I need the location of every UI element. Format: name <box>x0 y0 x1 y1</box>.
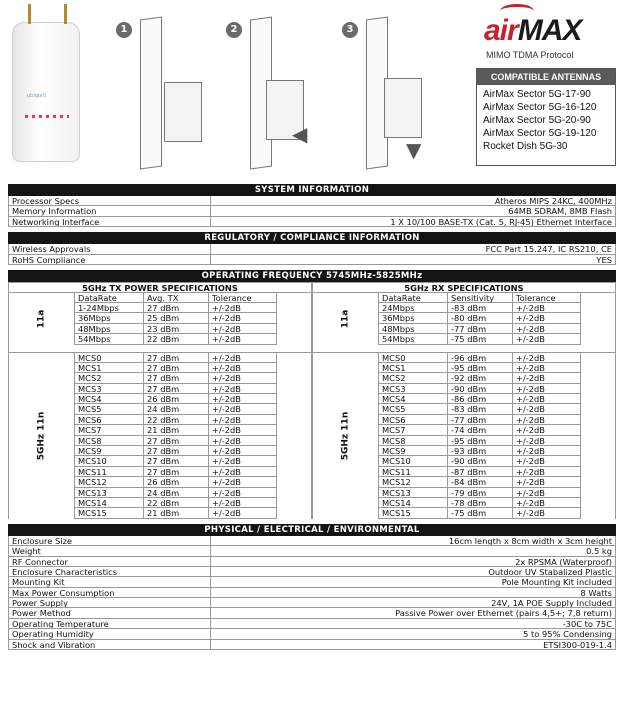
group-label <box>9 353 75 519</box>
table-row <box>379 456 580 466</box>
table-cell: +/-2dB <box>516 446 545 457</box>
antenna-item: AirMax Sector 5G-16-120 <box>483 102 597 113</box>
table-cell: MCS0 <box>379 353 448 362</box>
arrow-down-icon: ▼ <box>406 138 422 162</box>
table-row <box>75 404 276 414</box>
table-cell: +/-2dB <box>516 477 545 488</box>
tx-power-table <box>8 282 312 519</box>
table-row <box>75 334 276 344</box>
table-cell: MCS2 <box>75 373 144 382</box>
table-cell: +/-2dB <box>516 487 545 498</box>
column-header: Tolerance <box>212 292 252 303</box>
spec-row <box>9 546 615 556</box>
table-cell: 54Mbps <box>75 334 144 343</box>
step-3-badge: 3 <box>342 22 358 38</box>
table-cell: +/-2dB <box>212 352 241 363</box>
group-label <box>9 293 75 345</box>
table-cell: +/-2dB <box>212 508 241 519</box>
table-row <box>379 467 580 477</box>
table-cell: -75 dBm <box>448 508 513 517</box>
table-cell: +/-2dB <box>212 497 241 508</box>
mount-bracket-illustration <box>384 78 422 138</box>
table-cell: 36Mbps <box>75 313 144 322</box>
table-cell: +/-2dB <box>516 414 545 425</box>
table-cell: MCS4 <box>75 394 144 403</box>
table-cell: 27 dBm <box>144 456 209 465</box>
spec-label: Processor Specs <box>9 196 211 205</box>
compatible-antennas-title: COMPATIBLE ANTENNAS <box>477 69 615 85</box>
table-cell: 27 dBm <box>144 446 209 455</box>
table-cell: +/-2dB <box>516 362 545 373</box>
rate-table <box>379 293 581 345</box>
led-indicators <box>25 115 69 118</box>
table-cell: 22 dBm <box>144 498 209 507</box>
table-padding <box>277 293 311 345</box>
spec-value: 1 X 10/100 BASE-TX (Cat. 5, RJ-45) Ethernet Interface <box>390 216 612 227</box>
table-cell: MCS1 <box>379 363 448 372</box>
spec-label: Memory Information <box>9 206 211 215</box>
column-header: DataRate <box>379 293 448 302</box>
frequency-section-title: OPERATING FREQUENCY 5745MHz-5825MHz <box>8 270 616 282</box>
spec-value: 24V, 1A POE Supply Included <box>491 598 612 608</box>
table-cell: 54Mbps <box>379 334 448 343</box>
table-row <box>379 425 580 435</box>
table-row <box>379 477 580 487</box>
table-cell: +/-2dB <box>212 414 241 425</box>
table-cell: +/-2dB <box>516 404 545 415</box>
table-cell: +/-2dB <box>212 466 241 477</box>
table-cell: -77 dBm <box>448 415 513 424</box>
regulatory-section-title: REGULATORY / COMPLIANCE INFORMATION <box>8 232 616 244</box>
table-cell: +/-2dB <box>212 394 241 405</box>
spec-label: Weight <box>9 546 211 555</box>
table-cell: 24Mbps <box>379 303 448 312</box>
table-cell: 27 dBm <box>144 303 209 312</box>
table-padding <box>581 353 615 519</box>
table-padding <box>581 293 615 345</box>
table-cell: -95 dBm <box>448 363 513 372</box>
step-2-badge: 2 <box>226 22 242 38</box>
table-cell: MCS13 <box>75 488 144 497</box>
table-row <box>75 436 276 446</box>
table-cell: -77 dBm <box>448 324 513 333</box>
spec-value: 8 Watts <box>580 587 612 598</box>
table-cell: 22 dBm <box>144 415 209 424</box>
spec-row <box>9 557 615 567</box>
table-cell: +/-2dB <box>212 435 241 446</box>
table-cell: -93 dBm <box>448 446 513 455</box>
table-row <box>75 415 276 425</box>
group-11a <box>8 293 312 345</box>
table-row <box>379 313 580 323</box>
table-cell: MCS6 <box>75 415 144 424</box>
rate-table <box>75 353 277 519</box>
column-header: Avg. TX <box>144 293 209 302</box>
table-row <box>75 467 276 477</box>
table-cell: +/-2dB <box>516 466 545 477</box>
device-image <box>12 22 80 162</box>
group-label-text: 11a <box>36 309 47 328</box>
table-cell: -79 dBm <box>448 488 513 497</box>
table-row <box>379 334 580 344</box>
spec-row <box>9 244 615 254</box>
spec-value: 5 to 95% Condensing <box>523 629 612 639</box>
group-11a <box>312 293 616 345</box>
table-header-row <box>379 293 580 303</box>
spec-row <box>9 206 615 216</box>
protocol-tagline: MIMO TDMA Protocol <box>486 50 574 60</box>
table-cell: +/-2dB <box>212 362 241 373</box>
system-section-title: SYSTEM INFORMATION <box>8 184 616 196</box>
group-11n <box>312 353 616 519</box>
table-cell: +/-2dB <box>212 487 241 498</box>
rate-table <box>379 353 581 519</box>
spec-value: Outdoor UV Stabalized Plastic <box>488 566 612 577</box>
group-label-text: 5GHz 11n <box>340 411 351 460</box>
table-cell: +/-2dB <box>212 383 241 394</box>
table-cell: +/-2dB <box>516 323 545 334</box>
group-spacer <box>312 345 616 353</box>
table-row <box>379 446 580 456</box>
table-cell: 27 dBm <box>144 373 209 382</box>
table-row <box>75 384 276 394</box>
table-cell: -83 dBm <box>448 303 513 312</box>
spec-label: Operating Humidity <box>9 629 211 638</box>
antenna-item: AirMax Sector 5G-19-120 <box>483 128 597 139</box>
spec-row <box>9 588 615 598</box>
spec-label: Wireless Approvals <box>9 244 211 253</box>
table-cell: +/-2dB <box>212 323 241 334</box>
table-cell: -75 dBm <box>448 334 513 343</box>
spec-value: ETSI300-019-1.4 <box>543 639 612 650</box>
table-cell: +/-2dB <box>516 373 545 384</box>
system-table <box>8 196 616 227</box>
table-cell: 26 dBm <box>144 477 209 486</box>
spec-label: Operating Temperature <box>9 619 211 628</box>
table-cell: +/-2dB <box>516 435 545 446</box>
table-cell: 27 dBm <box>144 363 209 372</box>
table-cell: 21 dBm <box>144 425 209 434</box>
table-cell: MCS7 <box>379 425 448 434</box>
table-cell: +/-2dB <box>516 313 545 324</box>
physical-table <box>8 536 616 650</box>
tx-power-title: 5GHz TX POWER SPECIFICATIONS <box>8 282 312 293</box>
compatible-antennas-list <box>477 85 615 153</box>
group-label <box>313 353 379 519</box>
table-cell: MCS15 <box>379 508 448 517</box>
spec-value: -30C to 75C <box>562 618 612 629</box>
table-row <box>75 313 276 323</box>
table-header-row <box>75 293 276 303</box>
table-cell: MCS9 <box>75 446 144 455</box>
table-cell: 27 dBm <box>144 467 209 476</box>
table-cell: +/-2dB <box>516 352 545 363</box>
spec-row <box>9 640 615 650</box>
table-cell: 48Mbps <box>75 324 144 333</box>
table-cell: +/-2dB <box>516 456 545 467</box>
table-row <box>75 425 276 435</box>
table-cell: 26 dBm <box>144 394 209 403</box>
spec-value: 16cm length x 8cm width x 3cm height <box>448 535 612 546</box>
table-cell: 27 dBm <box>144 436 209 445</box>
table-cell: MCS8 <box>75 436 144 445</box>
spec-row <box>9 567 615 577</box>
table-cell: 36Mbps <box>379 313 448 322</box>
rx-spec-table <box>312 282 616 519</box>
table-cell: 24 dBm <box>144 488 209 497</box>
table-cell: MCS10 <box>379 456 448 465</box>
mount-bracket-illustration <box>164 82 202 142</box>
table-row <box>75 456 276 466</box>
spec-value: Passive Power over Ethernet (pairs 4,5+; 7,8 return) <box>395 608 612 618</box>
spec-label: Mounting Kit <box>9 577 211 586</box>
arrow-left-icon: ◀ <box>292 122 308 146</box>
table-cell: MCS5 <box>75 404 144 413</box>
spec-label: RF Connector <box>9 557 211 566</box>
spec-row <box>9 619 615 629</box>
table-row <box>379 404 580 414</box>
table-padding <box>277 353 311 519</box>
table-cell: +/-2dB <box>212 334 241 345</box>
table-cell: MCS14 <box>75 498 144 507</box>
table-cell: +/-2dB <box>212 313 241 324</box>
table-cell: 22 dBm <box>144 334 209 343</box>
header-illustration <box>0 0 628 180</box>
frequency-tables <box>8 282 616 519</box>
table-cell: 21 dBm <box>144 508 209 517</box>
table-cell: +/-2dB <box>212 477 241 488</box>
table-cell: MCS2 <box>379 373 448 382</box>
antenna-connector-icon <box>28 4 31 24</box>
table-cell: +/-2dB <box>516 383 545 394</box>
table-cell: MCS5 <box>379 404 448 413</box>
table-cell: 1-24Mbps <box>75 303 144 312</box>
spec-row <box>9 598 615 608</box>
table-row <box>75 394 276 404</box>
table-row <box>75 303 276 313</box>
compatible-antennas-box <box>476 68 616 166</box>
antenna-connector-icon <box>64 4 67 24</box>
device-brand-label: ubiquiti <box>27 93 46 99</box>
table-row <box>379 324 580 334</box>
table-cell: -92 dBm <box>448 373 513 382</box>
table-row <box>75 498 276 508</box>
spec-row <box>9 196 615 206</box>
table-cell: 24 dBm <box>144 404 209 413</box>
table-cell: 27 dBm <box>144 353 209 362</box>
physical-section-title: PHYSICAL / ELECTRICAL / ENVIRONMENTAL <box>8 524 616 536</box>
table-cell: +/-2dB <box>212 404 241 415</box>
table-cell: -90 dBm <box>448 456 513 465</box>
spec-value: FCC Part 15.247, IC RS210, CE <box>485 244 612 254</box>
spec-row <box>9 536 615 546</box>
table-row <box>379 488 580 498</box>
table-cell: -86 dBm <box>448 394 513 403</box>
table-row <box>75 324 276 334</box>
spec-value: 2x RPSMA (Waterproof) <box>515 556 612 566</box>
table-row <box>379 303 580 313</box>
table-cell: MCS3 <box>379 384 448 393</box>
spec-value: Pole Mounting Kit included <box>501 577 612 587</box>
table-row <box>75 363 276 373</box>
table-cell: 48Mbps <box>379 324 448 333</box>
table-cell: -96 dBm <box>448 353 513 362</box>
table-cell: MCS14 <box>379 498 448 507</box>
spec-value: Atheros MIPS 24KC, 400MHz <box>494 196 612 206</box>
spec-row <box>9 608 615 618</box>
group-11n <box>8 353 312 519</box>
group-spacer <box>8 345 312 353</box>
pole-mount-illustration <box>140 16 162 169</box>
spec-sheet <box>8 184 616 650</box>
table-cell: +/-2dB <box>516 508 545 519</box>
spec-value: 0.5 kg <box>586 546 612 556</box>
table-cell: -87 dBm <box>448 467 513 476</box>
group-label <box>313 293 379 345</box>
table-row <box>75 508 276 518</box>
table-cell: MCS7 <box>75 425 144 434</box>
column-header: Tolerance <box>516 292 556 303</box>
table-cell: 25 dBm <box>144 313 209 322</box>
group-label-text: 5GHz 11n <box>36 411 47 460</box>
table-cell: +/-2dB <box>516 334 545 345</box>
antenna-item: AirMax Sector 5G-17-90 <box>483 89 591 100</box>
spec-value: YES <box>596 254 612 264</box>
table-cell: MCS11 <box>75 467 144 476</box>
table-cell: +/-2dB <box>516 497 545 508</box>
table-row <box>75 446 276 456</box>
table-row <box>75 373 276 383</box>
table-cell: -74 dBm <box>448 425 513 434</box>
spec-label: Power Method <box>9 608 211 617</box>
table-cell: +/-2dB <box>516 394 545 405</box>
rate-table <box>75 293 277 345</box>
table-cell: +/-2dB <box>212 302 241 313</box>
table-cell: +/-2dB <box>212 446 241 457</box>
spec-row <box>9 577 615 587</box>
spec-row <box>9 255 615 265</box>
table-cell: MCS6 <box>379 415 448 424</box>
spec-label: Max Power Consumption <box>9 588 211 597</box>
table-cell: -80 dBm <box>448 313 513 322</box>
table-cell: +/-2dB <box>212 456 241 467</box>
table-cell: MCS9 <box>379 446 448 455</box>
table-cell: MCS15 <box>75 508 144 517</box>
table-row <box>379 394 580 404</box>
spec-label: Power Supply <box>9 598 211 607</box>
table-cell: MCS0 <box>75 353 144 362</box>
spec-label: Enclosure Characteristics <box>9 567 211 576</box>
table-cell: +/-2dB <box>212 373 241 384</box>
table-cell: -83 dBm <box>448 404 513 413</box>
table-cell: +/-2dB <box>212 425 241 436</box>
table-cell: MCS13 <box>379 488 448 497</box>
table-cell: MCS1 <box>75 363 144 372</box>
table-row <box>379 415 580 425</box>
table-row <box>379 384 580 394</box>
table-row <box>379 353 580 363</box>
table-cell: MCS10 <box>75 456 144 465</box>
table-row <box>75 488 276 498</box>
antenna-item: AirMax Sector 5G-20-90 <box>483 115 591 126</box>
table-cell: MCS8 <box>379 436 448 445</box>
rx-spec-title: 5GHz RX SPECIFICATIONS <box>312 282 616 293</box>
column-header: DataRate <box>75 293 144 302</box>
table-row <box>379 508 580 518</box>
table-cell: +/-2dB <box>516 302 545 313</box>
spec-row <box>9 629 615 639</box>
spec-label: RoHS Compliance <box>9 255 211 264</box>
table-cell: 23 dBm <box>144 324 209 333</box>
step-1-badge: 1 <box>116 22 132 38</box>
table-cell: -84 dBm <box>448 477 513 486</box>
table-cell: MCS12 <box>75 477 144 486</box>
spec-row <box>9 217 615 227</box>
spec-label: Enclosure Size <box>9 536 211 545</box>
table-cell: -95 dBm <box>448 436 513 445</box>
spec-label: Shock and Vibration <box>9 640 211 649</box>
group-label-text: 11a <box>340 309 351 328</box>
table-row <box>379 363 580 373</box>
table-row <box>379 498 580 508</box>
table-cell: MCS11 <box>379 467 448 476</box>
column-header: Sensitivity <box>448 293 513 302</box>
spec-value: 64MB SDRAM, 8MB Flash <box>508 206 612 216</box>
regulatory-table <box>8 244 616 265</box>
table-row <box>75 477 276 487</box>
spec-label: Networking Interface <box>9 217 211 226</box>
table-row <box>379 373 580 383</box>
airmax-logo: airMAX <box>484 14 582 47</box>
table-cell: 27 dBm <box>144 384 209 393</box>
table-row <box>379 436 580 446</box>
table-cell: -90 dBm <box>448 384 513 393</box>
table-cell: MCS12 <box>379 477 448 486</box>
table-row <box>75 353 276 363</box>
table-cell: MCS3 <box>75 384 144 393</box>
table-cell: -78 dBm <box>448 498 513 507</box>
antenna-item: Rocket Dish 5G-30 <box>483 141 568 152</box>
table-cell: MCS4 <box>379 394 448 403</box>
table-cell: +/-2dB <box>516 425 545 436</box>
